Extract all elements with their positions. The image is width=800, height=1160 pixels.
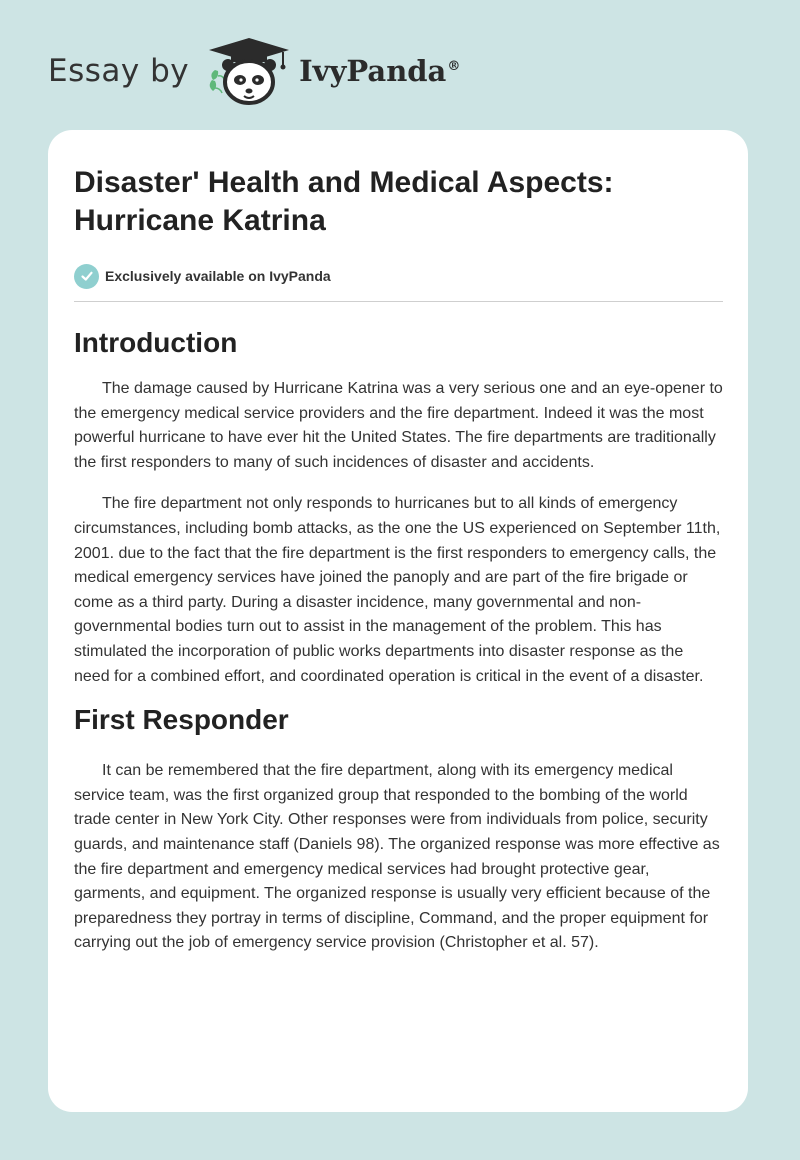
exclusive-badge (74, 262, 723, 290)
essay-title: Disaster' Health and Medical Aspects: Hurricane Katrina (74, 166, 614, 237)
paragraph: The fire department not only responds to hurricanes but to all kinds of emergency circumstances, including bomb attacks, as the one the US experienced on September 11th, 2001. due to the fact that the fire department is the first responders to emergency calls, the medical emergency services have joined the panoply and are part of the fire brigade or come as a third party. During a disaster incidence, many governmental and non-governmental bodies turn out to assist in the management of the problem. This has stimulated the incorporation of public works departments into disaster response as the need for a combined effort, and coordinated operation is critical in the event of a disaster. (74, 495, 721, 685)
check-icon (74, 264, 99, 289)
divider (74, 301, 723, 302)
essay-by-label: Essay by (48, 53, 190, 89)
brand-name[interactable] (299, 54, 460, 88)
essay-content (74, 164, 723, 956)
section-heading-introduction: Introduction (74, 327, 238, 358)
essay-card (48, 130, 748, 1112)
exclusive-badge-text: Exclusively available on IvyPanda (105, 268, 331, 284)
graduation-panda-logo-icon[interactable] (203, 36, 295, 106)
section-heading-first-responder: First Responder (74, 704, 289, 736)
site-header (48, 36, 460, 106)
brand-name-text: IvyPanda (299, 54, 447, 88)
paragraph: It can be remembered that the fire department, along with its emergency medical service team, was the first organized group that responded to the bombing of the world trade center in New York City. Other responses were from individuals from police, security guards, and maintenance staff (Daniels 98). The organized response was more effective as the fire department and emergency medical services had brought protective gear, garments, and equipment. The organized response is usually very efficient because of the preparedness they portray in terms of discipline, Command, and the proper equipment for carrying out the job of emergency service provision (Christopher et al. 57). (74, 762, 720, 952)
paragraph: The damage caused by Hurricane Katrina was a very serious one and an eye-opener to the emergency medical service providers and the fire department. Indeed it was the most powerful hurricane to have ever hit the United States. The fire departments are traditionally the first responders to many of such incidences of disaster and accidents. (74, 380, 723, 471)
registered-mark: ® (447, 59, 461, 75)
